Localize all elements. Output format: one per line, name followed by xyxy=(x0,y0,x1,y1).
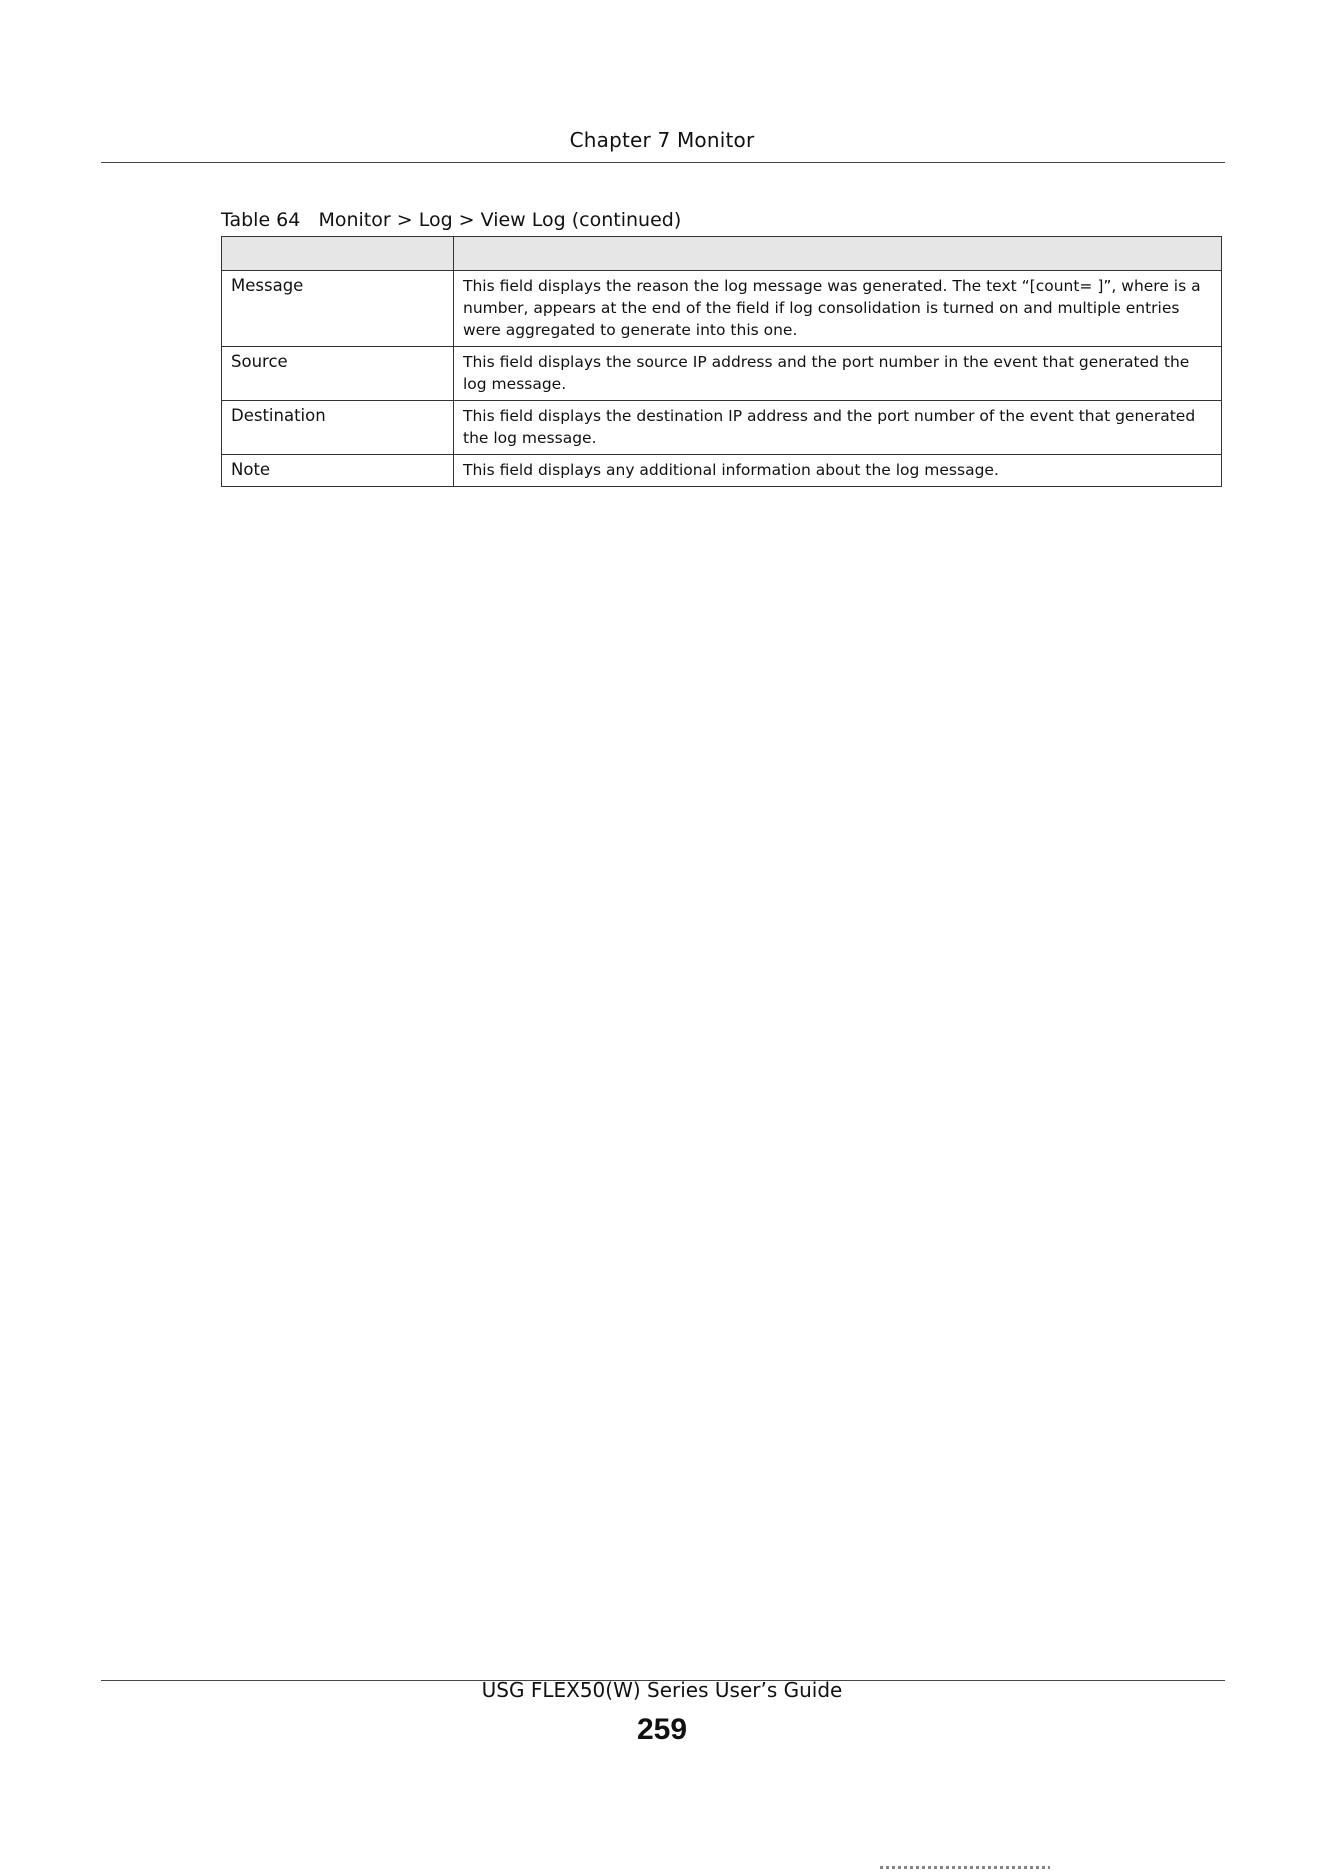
header-divider xyxy=(101,162,1225,163)
table-row xyxy=(222,401,1222,455)
page-number: 259 xyxy=(636,1713,688,1746)
table-row xyxy=(222,271,1222,347)
chapter-title: Chapter 7 Monitor xyxy=(569,128,755,152)
field-label: Destination xyxy=(222,401,454,455)
scan-artifact xyxy=(880,1866,1050,1869)
field-description: This field displays any additional information about the log message. xyxy=(454,455,1222,487)
table-header-row xyxy=(222,237,1222,271)
table-caption: Table 64 Monitor > Log > View Log (continued) xyxy=(221,209,682,231)
table-row xyxy=(222,347,1222,401)
column-header-label xyxy=(222,237,454,271)
field-label: Message xyxy=(222,271,454,347)
field-label: Source xyxy=(222,347,454,401)
table-row xyxy=(222,455,1222,487)
log-fields-table xyxy=(221,236,1221,487)
field-description: This field displays the reason the log message was generated. The text “[count= ]”, where is a number, appears at the end of the field if log consolidation is turned on and multiple entries were aggregated to generate into this one. xyxy=(454,271,1222,347)
field-description: This field displays the destination IP address and the port number of the event that generated the log message. xyxy=(454,401,1222,455)
guide-title: USG FLEX50(W) Series User’s Guide xyxy=(481,1678,843,1702)
field-description: This field displays the source IP address and the port number in the event that generated the log message. xyxy=(454,347,1222,401)
column-header-description xyxy=(454,237,1222,271)
field-label: Note xyxy=(222,455,454,487)
